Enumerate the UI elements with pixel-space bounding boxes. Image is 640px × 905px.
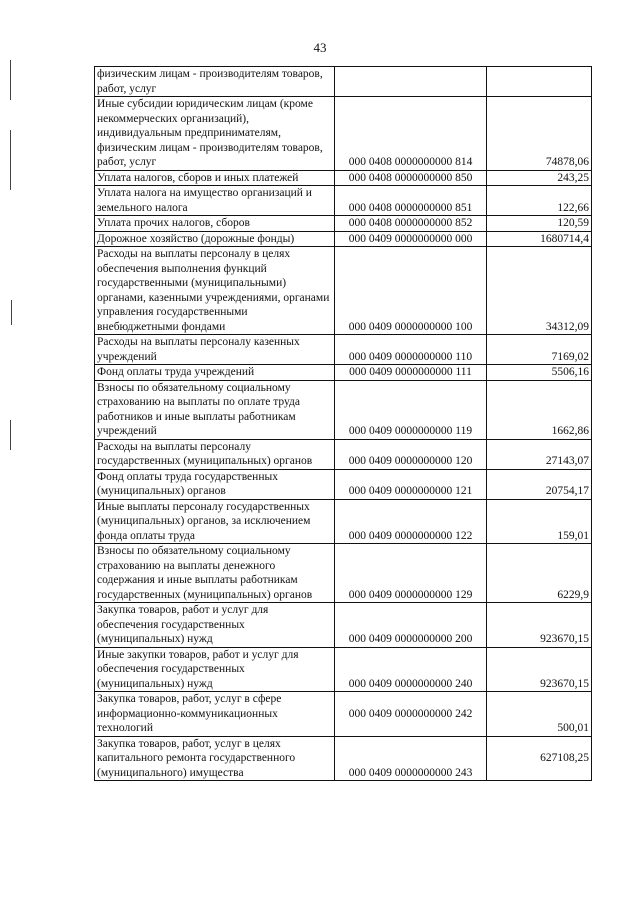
row-code <box>335 67 487 97</box>
row-amount: 923670,15 <box>487 603 592 648</box>
row-name: Уплата прочих налогов, сборов <box>95 216 335 232</box>
row-code: 000 0408 0000000000 814 <box>335 97 487 171</box>
page-number: 43 <box>313 40 327 55</box>
row-code: 000 0409 0000000000 100 <box>335 247 487 335</box>
row-code: 000 0409 0000000000 240 <box>335 647 487 692</box>
row-name: Расходы на выплаты персоналу в целях обеспечения выполнения функций государственными (муниципальными) органами, казенными учреждениями, органами управления государственными внебюджетными фондами <box>95 247 335 335</box>
table-row <box>95 439 592 469</box>
table-row <box>95 231 592 247</box>
row-amount: 159,01 <box>487 499 592 544</box>
row-code: 000 0408 0000000000 852 <box>335 216 487 232</box>
table-row <box>95 335 592 365</box>
row-amount: 1680714,4 <box>487 231 592 247</box>
row-name: Иные субсидии юридическим лицам (кроме некоммерческих организаций), индивидуальным предпринимателям, физическим лицам - производителям товаров, работ, услуг <box>95 97 335 171</box>
row-code: 000 0409 0000000000 111 <box>335 365 487 381</box>
row-code: 000 0409 0000000000 242 <box>335 692 487 737</box>
row-amount <box>487 67 592 97</box>
table-row <box>95 67 592 97</box>
row-amount: 20754,17 <box>487 469 592 499</box>
row-name: Взносы по обязательному социальному страхованию на выплаты денежного содержания и иные выплаты работникам государственных (муниципальных) органов <box>95 544 335 603</box>
row-name: Иные закупки товаров, работ и услуг для обеспечения государственных (муниципальных) нужд <box>95 647 335 692</box>
row-amount: 122,66 <box>487 186 592 216</box>
table-row <box>95 216 592 232</box>
row-amount: 1662,86 <box>487 380 592 439</box>
row-amount: 627108,25 <box>487 736 592 781</box>
table-row <box>95 97 592 171</box>
row-name: Фонд оплаты труда государственных (муниципальных) органов <box>95 469 335 499</box>
row-name: Расходы на выплаты персоналу казенных учреждений <box>95 335 335 365</box>
row-code: 000 0409 0000000000 110 <box>335 335 487 365</box>
row-name: физическим лицам - производителям товаров, работ, услуг <box>95 67 335 97</box>
table-row <box>95 499 592 544</box>
row-amount: 5506,16 <box>487 365 592 381</box>
table-row <box>95 692 592 737</box>
scan-margin-mark <box>10 420 11 450</box>
row-name: Иные выплаты персоналу государственных (муниципальных) органов, за исключением фонда оплаты труда <box>95 499 335 544</box>
table-row <box>95 247 592 335</box>
row-name: Фонд оплаты труда учреждений <box>95 365 335 381</box>
table-row <box>95 186 592 216</box>
table-row <box>95 469 592 499</box>
row-amount: 120,59 <box>487 216 592 232</box>
row-code: 000 0409 0000000000 000 <box>335 231 487 247</box>
row-code: 000 0409 0000000000 120 <box>335 439 487 469</box>
row-amount: 500,01 <box>487 692 592 737</box>
table-row <box>95 603 592 648</box>
table-row <box>95 380 592 439</box>
row-amount: 27143,07 <box>487 439 592 469</box>
scan-margin-mark <box>10 130 11 190</box>
table-row <box>95 170 592 186</box>
row-code: 000 0408 0000000000 850 <box>335 170 487 186</box>
row-amount: 923670,15 <box>487 647 592 692</box>
row-name: Уплата налогов, сборов и иных платежей <box>95 170 335 186</box>
row-amount: 34312,09 <box>487 247 592 335</box>
row-code: 000 0409 0000000000 243 <box>335 736 487 781</box>
row-code: 000 0409 0000000000 121 <box>335 469 487 499</box>
row-name: Взносы по обязательному социальному страхованию на выплаты по оплате труда работников и иные выплаты работникам учреждений <box>95 380 335 439</box>
row-name: Уплата налога на имущество организаций и земельного налога <box>95 186 335 216</box>
row-amount: 74878,06 <box>487 97 592 171</box>
row-amount: 7169,02 <box>487 335 592 365</box>
table-row <box>95 736 592 781</box>
table-row <box>95 365 592 381</box>
row-code: 000 0409 0000000000 129 <box>335 544 487 603</box>
table-row <box>95 647 592 692</box>
row-name: Дорожное хозяйство (дорожные фонды) <box>95 231 335 247</box>
row-code: 000 0409 0000000000 200 <box>335 603 487 648</box>
row-code: 000 0409 0000000000 122 <box>335 499 487 544</box>
row-name: Закупка товаров, работ и услуг для обеспечения государственных (муниципальных) нужд <box>95 603 335 648</box>
budget-table <box>94 66 592 781</box>
row-code: 000 0408 0000000000 851 <box>335 186 487 216</box>
row-amount: 243,25 <box>487 170 592 186</box>
row-amount: 6229,9 <box>487 544 592 603</box>
row-name: Закупка товаров, работ, услуг в сфере информационно-коммуникационных технологий <box>95 692 335 737</box>
row-code: 000 0409 0000000000 119 <box>335 380 487 439</box>
row-name: Закупка товаров, работ, услуг в целях капитального ремонта государственного (муниципального) имущества <box>95 736 335 781</box>
scan-margin-mark <box>11 300 12 325</box>
row-name: Расходы на выплаты персоналу государственных (муниципальных) органов <box>95 439 335 469</box>
scan-margin-mark <box>10 60 11 100</box>
table-row <box>95 544 592 603</box>
